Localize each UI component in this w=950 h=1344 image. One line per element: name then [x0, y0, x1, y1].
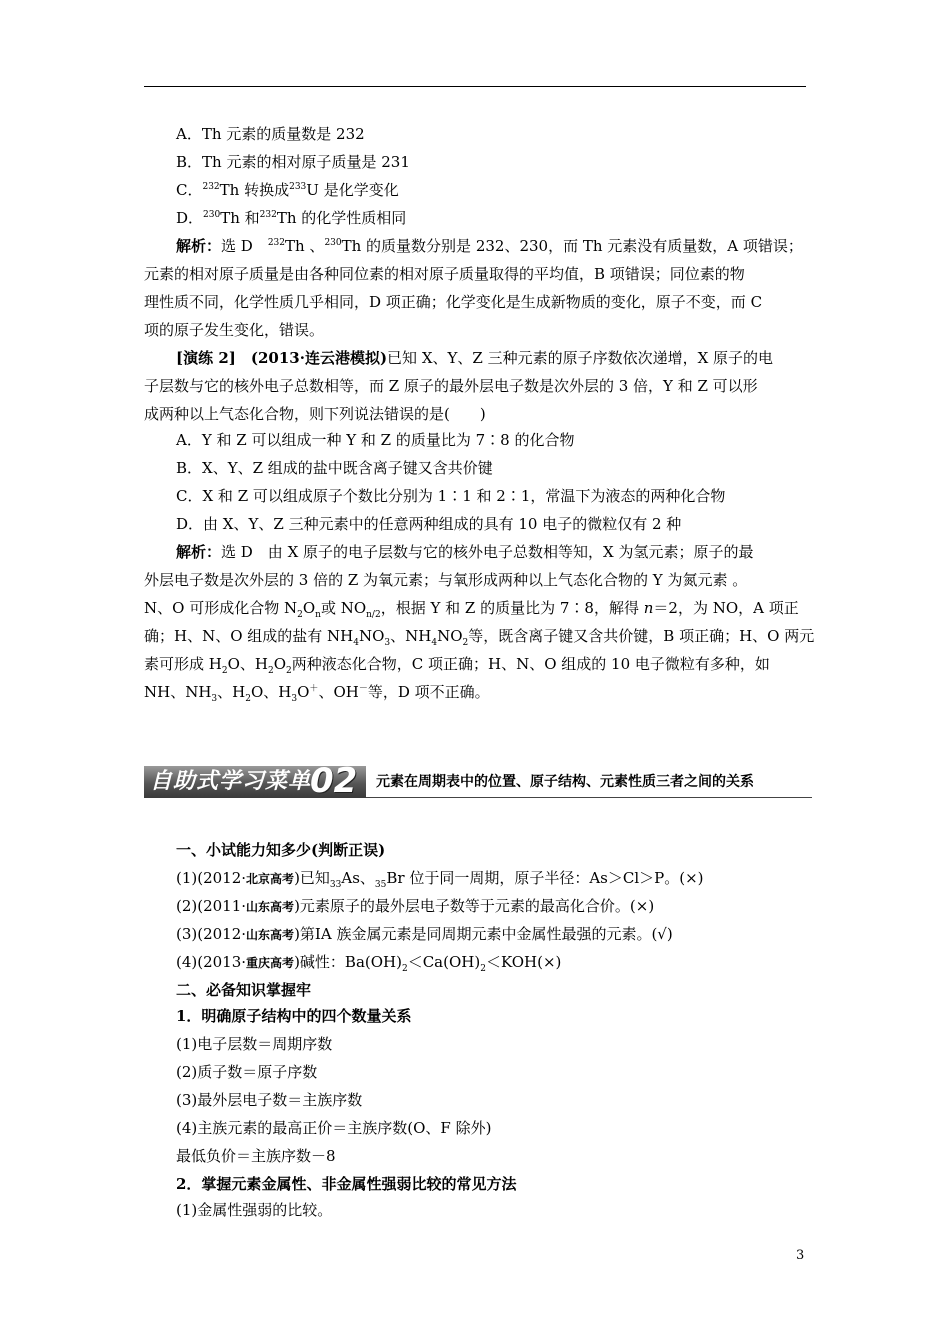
header-rule — [144, 86, 806, 87]
analysis-line: NH、$NH_3$、$H_2O$、$H_3O^+$、OH－等，D 项不正确。 — [144, 683, 490, 704]
analysis-line: 理性质不同，化学性质几乎相同，D 项正确；化学变化是生成新物质的变化，原子不变，而 C — [144, 293, 763, 311]
banner-box — [144, 761, 366, 801]
option-d: D．$^{230}$Th 和$^{232}$Th 的化学性质相同 — [176, 209, 407, 227]
quiz-item: (2)(2011·山东高考)元素原子的最外层电子数等于元素的最高化合价。(×) — [176, 897, 655, 915]
list-item: (2)质子数＝原子序数 — [176, 1063, 318, 1081]
option-a: A．Th 元素的质量数是 232 — [176, 125, 365, 143]
section-banner — [144, 761, 812, 801]
list-item: (3)最外层电子数＝主族序数 — [176, 1091, 363, 1109]
subsection-heading: 2．掌握元素金属性、非金属性强弱比较的常见方法 — [176, 1175, 517, 1193]
option-b: B．X、Y、Z 组成的盐中既含离子键又含共价键 — [176, 459, 493, 477]
practice-question: 子层数与它的核外电子总数相等，而 Z 原子的最外层电子数是次外层的 3 倍，Y 和 Z 可以形 — [144, 377, 758, 395]
analysis-line: 解析：选 D $^{232}$Th 、$^{230}$Th 的质量数分别是 232、230，而 Th 元素没有质量数，A 项错误； — [176, 237, 803, 255]
banner-subtitle: 元素在周期表中的位置、原子结构、元素性质三者之间的关系 — [376, 774, 754, 790]
quiz-item: (1)(2012·北京高考)已知$_{33}$As、$_{35}$Br 位于同一周期，原子半径：As＞Cl＞P。(×) — [176, 869, 704, 890]
practice-question: 成两种以上气态化合物，则下列说法错误的是( ) — [144, 405, 486, 423]
analysis-line: 外层电子数是次外层的 3 倍的 Z 为氧元素；与氧形成两种以上气态化合物的 Y 为氮元素 。 — [144, 571, 748, 589]
quiz-item: (3)(2012·山东高考)第ⅠA 族金属元素是同周期元素中金属性最强的元素。(√) — [176, 925, 673, 943]
analysis-line: 解析：选 D 由 X 原子的电子层数与它的核外电子总数相等知，X 为氢元素；原子的最 — [176, 543, 754, 561]
option-d: D．由 X、Y、Z 三种元素中的任意两种组成的具有 10 电子的微粒仅有 2 种 — [176, 515, 682, 533]
option-c: C．X 和 Z 可以组成原子个数比分别为 1∶1 和 2∶1，常温下为液态的两种化合物 — [176, 487, 726, 505]
banner-title: 自助式学习菜单 — [150, 769, 312, 794]
option-c: C．$^{232}$Th 转换成$^{233}$U 是化学变化 — [176, 181, 399, 199]
list-item: 最低负价＝主族序数－8 — [176, 1147, 336, 1165]
list-item: (1)电子层数＝周期序数 — [176, 1035, 333, 1053]
subsection-heading: 1．明确原子结构中的四个数量关系 — [176, 1007, 412, 1025]
analysis-line: 项的原子发生变化，错误。 — [144, 321, 325, 339]
list-item: (1)金属性强弱的比较。 — [176, 1201, 333, 1219]
analysis-line: 元素的相对原子质量是由各种同位素的相对原子质量取得的平均值，B 项错误；同位素的物 — [144, 265, 745, 283]
page-number: 3 — [796, 1248, 805, 1263]
section-heading: 二、必备知识掌握牢 — [176, 981, 312, 999]
option-a: A．Y 和 Z 可以组成一种 Y 和 Z 的质量比为 7∶8 的化合物 — [176, 431, 575, 449]
banner-number: 02 — [310, 761, 358, 801]
quiz-item: (4)(2013·重庆高考)碱性：$Ba(OH)_2<Ca(OH)_2<KOH(\times)$ — [176, 953, 562, 974]
option-b: B．Th 元素的相对原子质量是 231 — [176, 153, 410, 171]
list-item: (4)主族元素的最高正价＝主族序数(O、F 除外) — [176, 1119, 492, 1137]
analysis-line: N、O 可形成化合物 $N_2O_n$或 $NO_{n/2}$，根据 Y 和 Z 的质量比为 7∶8，解得 n＝2，为 NO，A 项正 — [144, 599, 799, 620]
practice-question: [演练 2] (2013·连云港模拟)已知 X、Y、Z 三种元素的原子序数依次递增，X 原子的电 — [176, 349, 774, 367]
banner-underline — [366, 797, 812, 798]
analysis-line: 素可形成 $H_2O$、$H_2O_2$两种液态化合物，C 项正确；H、N、O 组成的 10 电子微粒有多种，如 — [144, 655, 770, 676]
analysis-line: 确；H、N、O 组成的盐有 $NH_4NO_3$、$NH_4NO_2$等，既含离子键又含共价键，B 项正确；H、O 两元 — [144, 627, 815, 648]
section-heading: 一、小试能力知多少(判断正误) — [176, 841, 386, 859]
